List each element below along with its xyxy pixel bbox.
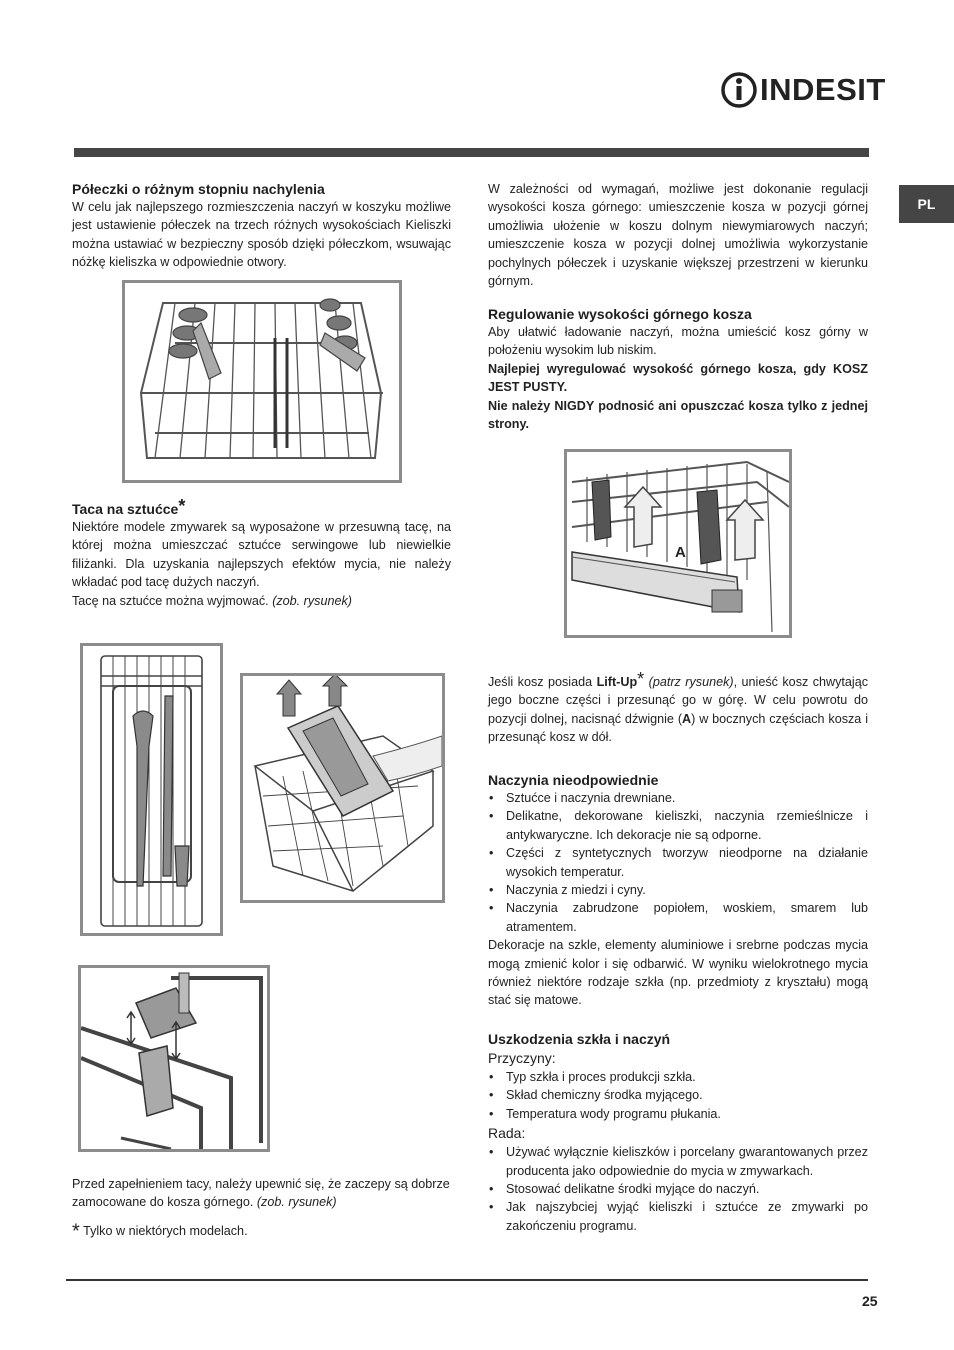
liftup-text-3: ) w bocznych częściach kosza i przesunąć kosz w dół. (488, 711, 868, 745)
figure-basket-shelves (122, 280, 402, 483)
liftup-text-1: Jeśli kosz posiada (488, 675, 593, 689)
indesit-i-icon (720, 68, 758, 112)
right-section-liftup (488, 669, 869, 747)
liftup-letter: A (682, 711, 692, 726)
cutlery-tray-text: Niektóre modele zmywarek są wyposażone w przesuwną tacę, na której można umieszczać sztućce serwingowe lub niewielkie filiżanki. Dla uzyskania najlepszych efektów mycia, nie należy wkładać pod tacę dużych naczyń. (72, 520, 451, 590)
right-section-intro (488, 180, 868, 290)
list-item: • Temperatura wody programu płukania. (488, 1105, 868, 1123)
advice-label: Rada: (488, 1125, 526, 1142)
header-divider (74, 148, 869, 157)
height-text: Aby ułatwić ładowanie naczyń, można umieścić kosz górny w położeniu wysokim lub niskim. (488, 325, 868, 358)
liftup-star: * (637, 669, 645, 689)
list-item: • Jak najszybciej wyjąć kieliszki i sztućce ze zmywarki po zakończeniu programu. (488, 1198, 868, 1235)
damage-title: Uszkodzenia szkła i naczyń (488, 1031, 671, 1047)
list-item: • Części z syntetycznych tworzyw nieodporne na działanie wysokich temperatur. (488, 844, 868, 881)
height-title: Regulowanie wysokości górnego kosza (488, 306, 752, 322)
hooks-ref: (zob. rysunek) (256, 1195, 337, 1210)
figure-cutlery-tray (80, 643, 223, 936)
list-item: • Delikatne, dekorowane kieliszki, naczynia rzemieślnicze i antykwaryczne. Ich dekoracje nie są odporne. (488, 807, 868, 844)
cutlery-tray-removable: Tacę na sztućce można wyjmować. (72, 593, 269, 608)
shelves-text: W celu jak najlepszego rozmieszczenia naczyń w koszyku możliwe jest ustawienie półeczek na trzech różnych wysokościach Kieliszki można ustawiać w bezpieczny sposób dzięki półeczkom, wsuwając nóżkę kieliszka w odpowiednie otwory. (72, 200, 451, 270)
left-section-cutlery-tray (72, 496, 451, 610)
footer-divider (66, 1279, 868, 1281)
basket-adjust-intro: W zależności od wymagań, możliwe jest dokonanie regulacji wysokości kosza górnego: umieszczenie kosza w pozycji górnej umożliwia ułożenie w koszu dolnym niewymiarowych naczyń; umieszczenie kosza w pozycji dolnej umożliwia wykorzystanie pochylnych półeczek i uzyskanie większej przestrzeni w kierunku górnym. (488, 182, 868, 289)
footnote (72, 1222, 451, 1241)
hooks-text: Przed zapełnieniem tacy, należy upewnić się, że zaczepy są dobrze zamocowane do kosza górnego. (72, 1177, 450, 1210)
list-item: • Stosować delikatne środki myjące do naczyń. (488, 1180, 868, 1198)
list-item: • Naczynia zabrudzone popiołem, woskiem, smarem lub atramentem. (488, 899, 868, 936)
list-item: • Typ szkła i proces produkcji szkła. (488, 1068, 868, 1086)
liftup-name: Lift-Up (596, 675, 638, 689)
list-item: • Sztućce i naczynia drewniane. (488, 789, 868, 807)
cutlery-tray-title: Taca na sztućce (72, 501, 179, 517)
unsuitable-text: Dekoracje na szkle, elementy aluminiowe i srebrne podczas mycia mogą zmienić kolor i się odbarwić. W wyniku wielokrotnego mycia również niektóre rodzaje szkła (np. przedmioty z kryształu) mogą stać się matowe. (488, 938, 868, 1008)
figure-liftup-basket (564, 449, 792, 638)
height-warning-2: Nie należy NIGDY podnosić ani opuszczać kosza tylko z jednej strony. (488, 398, 868, 432)
right-section-height (488, 305, 868, 433)
liftup-ref: (patrz rysunek) (648, 675, 734, 689)
figure-tray-removal (240, 673, 445, 903)
figure-label-a: A (675, 544, 686, 561)
footnote-star: * (178, 496, 186, 516)
height-warning-1: Najlepiej wyregulować wysokość górnego kosza, gdy KOSZ JEST PUSTY. (488, 361, 868, 395)
footnote-mark: * (72, 1220, 80, 1243)
indesit-logo (720, 68, 886, 114)
liftup-text-2: , unieść kosz chwytając jego boczne części i przesunąć go w górę. W celu powrotu do pozycji dolnej, nacisnąć dźwignie ( (488, 675, 869, 726)
left-section-hooks (72, 1175, 451, 1212)
causes-list (488, 1068, 868, 1123)
left-section-shelves (72, 180, 451, 272)
figure-tray-hooks (78, 965, 270, 1152)
footnote-text: Tylko w niektórych modelach. (83, 1224, 248, 1238)
causes-label: Przyczyny: (488, 1050, 556, 1066)
unsuitable-list (488, 789, 868, 936)
page-number: 25 (862, 1293, 878, 1309)
right-section-unsuitable (488, 771, 868, 1010)
list-item: • Skład chemiczny środka myjącego. (488, 1086, 868, 1104)
advice-list (488, 1143, 868, 1235)
language-tab: PL (899, 185, 954, 223)
list-item: • Używać wyłącznie kieliszków i porcelany gwarantowanych przez producenta jako odpowiednie do mycia w zmywarkach. (488, 1143, 868, 1180)
cutlery-tray-ref: (zob. rysunek) (272, 593, 352, 608)
right-section-damage (488, 1030, 868, 1235)
brand-name: INDESIT (760, 72, 886, 107)
unsuitable-title: Naczynia nieodpowiednie (488, 772, 659, 788)
shelves-title: Półeczki o różnym stopniu nachylenia (72, 181, 325, 197)
list-item: • Naczynia z miedzi i cyny. (488, 881, 868, 899)
